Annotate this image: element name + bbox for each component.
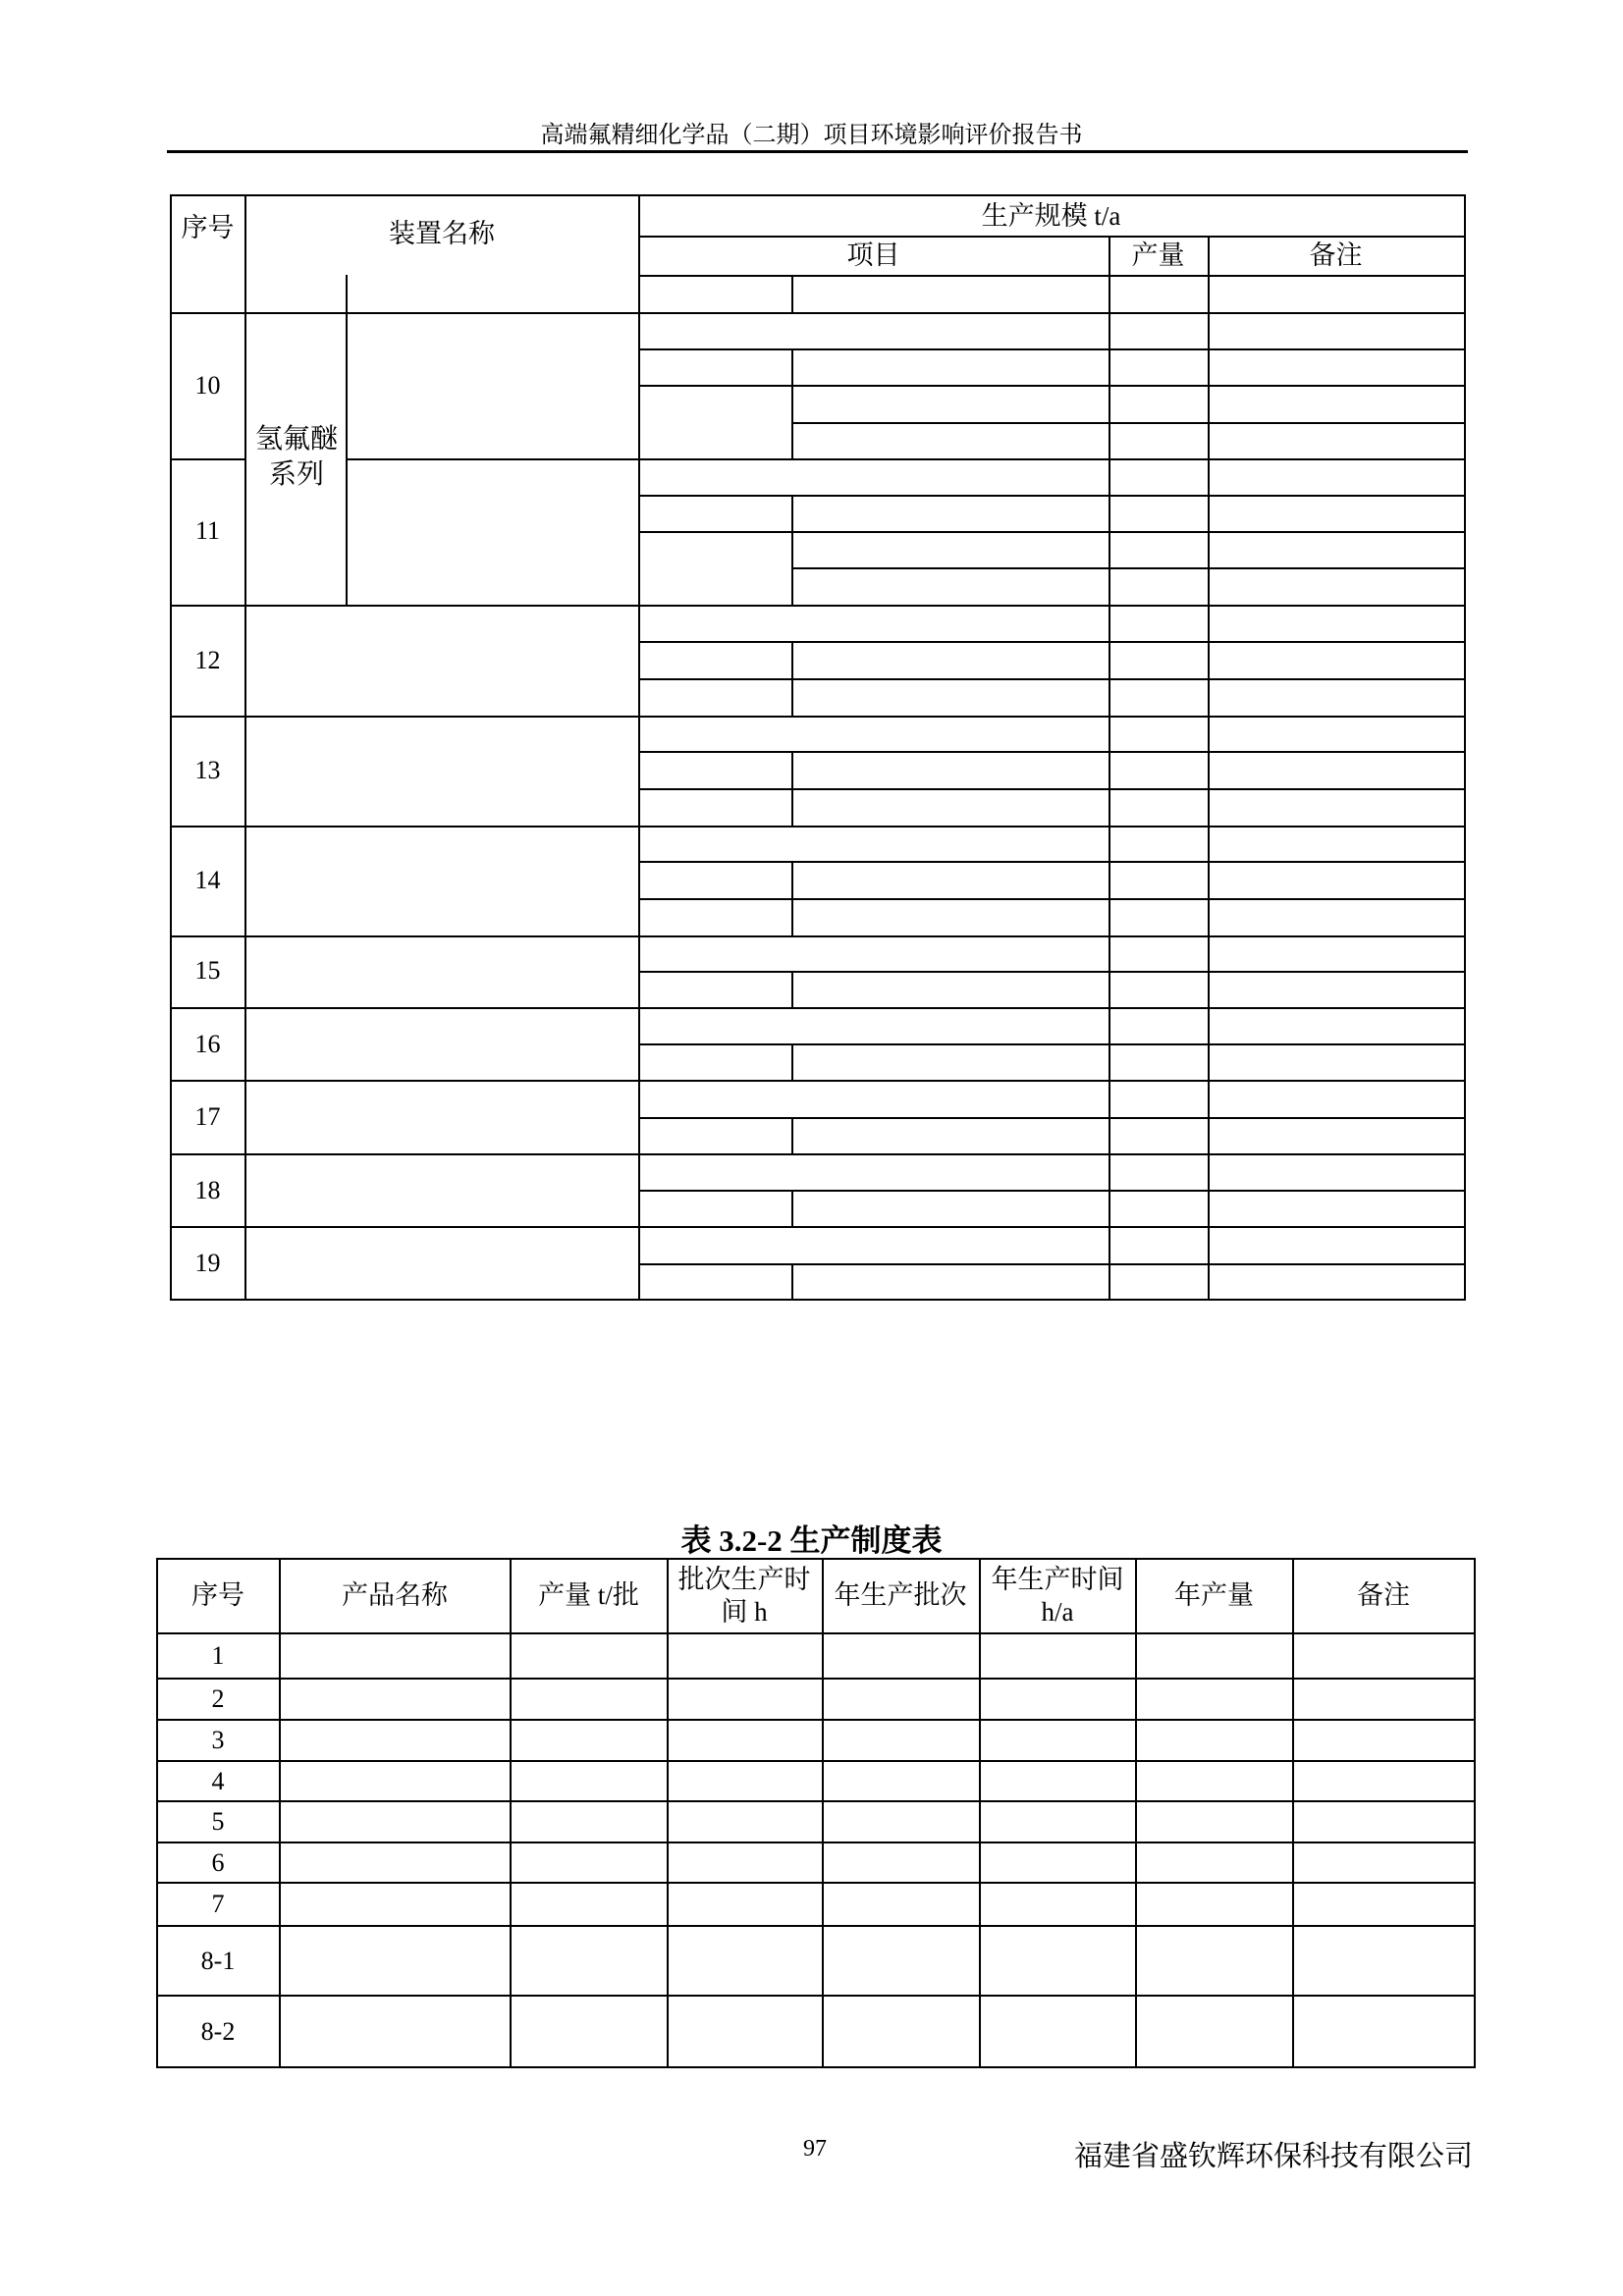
table2-header-annual-batches: 年生产批次 <box>834 1580 967 1610</box>
table1-hline <box>638 1263 1466 1265</box>
table1-hline <box>638 898 1466 900</box>
document-header-title: 高端氟精细化学品（二期）项目环境影响评价报告书 <box>540 123 1083 148</box>
table1-hline <box>170 826 1466 828</box>
table1-hline <box>638 1190 1466 1192</box>
table2-header-product-name: 产品名称 <box>342 1580 448 1610</box>
table1-hline <box>791 422 1466 424</box>
table1-vline-item-split <box>791 275 793 312</box>
page-number: 97 <box>803 2136 827 2162</box>
table1-hline <box>346 458 1466 460</box>
table1-vline-item-split <box>791 495 793 605</box>
table2-hline <box>156 1632 1476 1634</box>
table1-hline <box>638 1043 1466 1045</box>
table1-group-label: 氢氟醚系列 <box>254 424 338 490</box>
table1-hline <box>170 312 1466 314</box>
table1-hline <box>638 495 1466 497</box>
table2-header-output-per-batch: 产量 t/批 <box>538 1580 639 1610</box>
table2-hline <box>156 1882 1476 1884</box>
table1-row-number: 17 <box>194 1101 221 1131</box>
header-rule <box>167 150 1468 153</box>
table2-row-number: 1 <box>211 1641 225 1670</box>
table2-title: 表 3.2-2 生产制度表 <box>680 1523 943 1558</box>
table2-border-bottom <box>156 2066 1476 2068</box>
table1-header-remark: 备注 <box>1309 240 1363 270</box>
table1-border-right <box>1464 194 1466 1300</box>
table1-hline <box>638 641 1466 643</box>
table1-hline <box>170 605 1466 607</box>
footer-company: 福建省盛钦辉环保科技有限公司 <box>1073 2141 1473 2172</box>
table1-hline <box>638 348 1466 350</box>
table1-header-seq: 序号 <box>181 212 235 242</box>
table1-hline <box>638 678 1466 680</box>
table1-vline-item-split <box>791 1190 793 1226</box>
table2-hline <box>156 1925 1476 1927</box>
table2-row-number: 4 <box>211 1766 225 1795</box>
table1-hline <box>170 1153 1466 1155</box>
table2-header-remark: 备注 <box>1357 1580 1410 1610</box>
table1-vline-output <box>1109 236 1110 1300</box>
table2-row-number: 3 <box>211 1726 225 1754</box>
table1-vline-item-split <box>791 1117 793 1153</box>
table1-hline <box>170 935 1466 937</box>
table1-vline-group <box>346 275 348 605</box>
table1-row-number: 15 <box>194 955 221 985</box>
table1-vline-remark <box>1208 236 1210 1300</box>
table2-row-number: 2 <box>211 1684 225 1713</box>
table1-hline <box>638 1117 1466 1119</box>
table1-row-number: 13 <box>194 755 221 784</box>
table1-hline <box>170 1226 1466 1228</box>
table2-header-seq: 序号 <box>191 1580 244 1610</box>
table2-header-batch-time: 批次生产时间 h <box>677 1564 811 1627</box>
table1-hline <box>638 385 1466 387</box>
table1-vline-device <box>638 194 640 1300</box>
table1-row-number: 10 <box>194 370 221 400</box>
table2-row-number: 7 <box>211 1890 225 1918</box>
table2-hline <box>156 1800 1476 1802</box>
table2-row-number: 6 <box>211 1847 225 1877</box>
table1-row-number: 18 <box>194 1175 221 1204</box>
table1-hline <box>170 1007 1466 1009</box>
table1-hline <box>638 751 1466 753</box>
table2-row-number: 8-2 <box>200 2016 236 2046</box>
table2-header-annual-output: 年产量 <box>1174 1580 1254 1610</box>
table2-row-number: 8-1 <box>200 1946 236 1975</box>
table1-row-number: 12 <box>194 645 221 674</box>
table1-hline <box>638 275 1466 277</box>
table1-header-device-name: 装置名称 <box>389 218 495 248</box>
table2-row-number: 5 <box>211 1807 225 1836</box>
table1-hline <box>170 716 1466 718</box>
table1-row-number: 16 <box>194 1029 221 1058</box>
table2-hline <box>156 1760 1476 1762</box>
table1-vline-item-split <box>791 971 793 1007</box>
table1-header-item: 项目 <box>846 240 900 270</box>
table1-hline <box>638 971 1466 973</box>
table1-header-output: 产量 <box>1131 240 1185 270</box>
table1-hline <box>638 531 1466 533</box>
table1-hline <box>638 861 1466 863</box>
table1-hline <box>170 458 245 460</box>
table1-vline-item-split <box>791 348 793 458</box>
table2-hline <box>156 1719 1476 1721</box>
table1-header-scale: 生产规模 t/a <box>981 200 1121 231</box>
table1-row-number: 19 <box>194 1248 221 1277</box>
table2-header-annual-time: 年生产时间 h/a <box>991 1564 1124 1627</box>
table2-hline <box>156 1995 1476 1997</box>
table2-hline <box>156 1842 1476 1843</box>
table1-vline-item-split <box>791 1263 793 1300</box>
table1-vline-item-split <box>791 1043 793 1080</box>
table2-hline <box>156 1678 1476 1680</box>
table1-hline <box>638 788 1466 790</box>
table1-border-bottom <box>170 1299 1466 1301</box>
table1-row-number: 11 <box>194 515 221 545</box>
table1-row-number: 14 <box>194 865 221 894</box>
table1-hline <box>170 1080 1466 1082</box>
table1-hline <box>791 567 1466 569</box>
